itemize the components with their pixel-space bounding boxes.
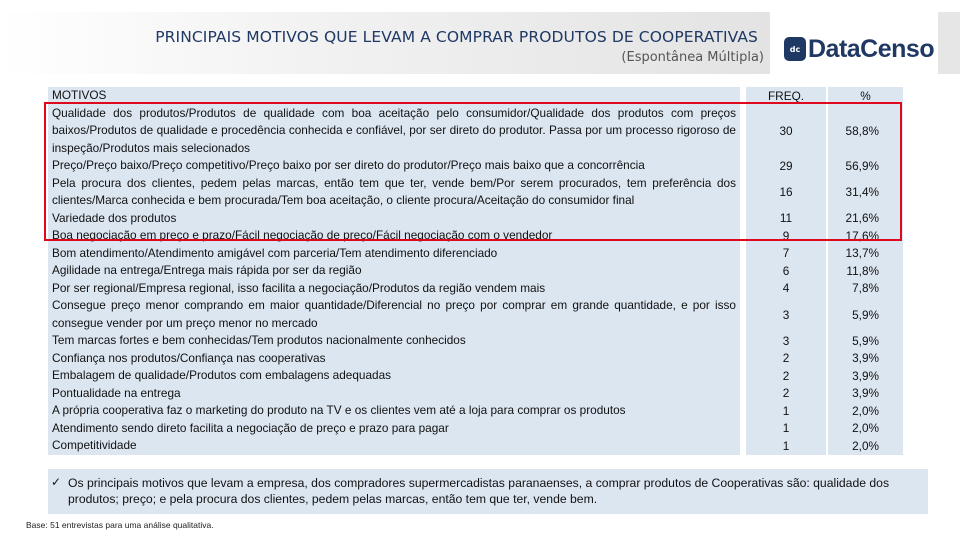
check-icon: ✓	[51, 475, 62, 489]
pct-cell: 56,9%	[845, 158, 879, 173]
table-row	[48, 420, 903, 438]
table-row	[48, 105, 903, 158]
motivo-cell: Pela procura dos clientes, pedem pelas marcas, então tem que ter, vende bem/Por serem procurados, tem preferência dos clientes/Marca conhecida e bem procurada/Tem boa aceitação, o cliente procura/Aceitação do consumidor final	[52, 175, 736, 207]
motivo-cell: Bom atendimento/Atendimento amigável com parceria/Tem atendimento diferenciado	[52, 245, 498, 260]
page-subtitle: (Espontânea Múltipla)	[621, 50, 764, 65]
freq-cell: 1	[782, 421, 790, 436]
logo-text: DataCenso	[808, 34, 935, 63]
pct-cell: 58,8%	[845, 123, 879, 138]
freq-cell: 30	[779, 123, 793, 138]
pct-cell: 11,8%	[846, 263, 879, 278]
motivo-cell: Pontualidade na entrega	[52, 385, 181, 400]
motivo-cell: A própria cooperativa faz o marketing do produto na TV e os clientes vem até a loja para comprar os produtos	[52, 403, 626, 417]
corner-decoration	[938, 12, 960, 74]
motivo-cell: Qualidade dos produtos/Produtos de qualidade com boa aceitação pelo consumidor/Qualidade dos produtos com preços baixos/Produtos de qualidade e procedência conhecida e confiável, por ser direto do produtor. Passa por um processo rigoroso de inspeção/Produtos mais selecionados	[52, 105, 736, 155]
freq-cell: 16	[779, 185, 793, 199]
motivo-cell: Variedade dos produtos	[52, 210, 177, 225]
table-row	[48, 227, 903, 245]
pct-cell: 3,9%	[852, 386, 879, 401]
datacenso-logo	[784, 34, 934, 64]
motivo-cell: Embalagem de qualidade/Produtos com embalagens adequadas	[52, 368, 392, 382]
freq-cell: 3	[782, 333, 790, 348]
table-row	[48, 297, 903, 332]
column-header-motivos: MOTIVOS	[52, 88, 107, 102]
table-row	[48, 332, 903, 350]
table-row	[48, 385, 903, 403]
motivo-cell: Competitividade	[52, 438, 137, 452]
table-row	[48, 210, 903, 228]
freq-cell: 6	[782, 263, 790, 278]
freq-cell: 3	[782, 307, 790, 322]
motivo-cell: Tem marcas fortes e bem conhecidas/Tem produtos nacionalmente conhecidos	[52, 333, 466, 347]
footnote: Base: 51 entrevistas para uma análise qualitativa.	[26, 520, 214, 530]
table-header-row	[48, 87, 903, 105]
freq-cell: 4	[782, 281, 790, 296]
column-header-freq: FREQ.	[767, 88, 805, 103]
motivo-cell: Atendimento sendo direto facilita a negociação de preço e prazo para pagar	[52, 420, 449, 435]
table-row	[48, 402, 903, 420]
freq-cell: 29	[779, 158, 793, 173]
freq-cell: 7	[782, 246, 790, 261]
pct-cell: 5,9%	[852, 307, 879, 322]
table-row	[48, 157, 903, 175]
title-bar	[0, 12, 770, 74]
pct-cell: 13,7%	[845, 246, 879, 261]
pct-cell: 5,9%	[852, 333, 879, 348]
freq-cell: 1	[782, 438, 790, 453]
table-row	[48, 350, 903, 368]
motivo-cell: Agilidade na entrega/Entrega mais rápida por ser da região	[52, 263, 362, 277]
table-row	[48, 280, 903, 298]
pct-cell: 2,0%	[852, 438, 879, 453]
motivo-cell: Consegue preço menor comprando em maior quantidade/Diferencial no preço por comprar em grande quantidade, e por isso consegue vender por um preço menor no mercado	[52, 298, 736, 330]
freq-cell: 1	[782, 403, 790, 418]
motivo-cell: Boa negociação em preço e prazo/Fácil negociação de preço/Fácil negociação com o vendedor	[52, 228, 553, 242]
motives-table	[48, 87, 903, 455]
conclusion-text: Os principais motivos que levam a empresa, dos compradores supermercadistas paranaenses, a comprar produtos de Cooperativas são: qualidade dos produtos; preço; e pela procura dos clientes, pedem pelas marcas, então tem que ter, vende bem.	[68, 476, 890, 506]
conclusion-box	[48, 469, 928, 514]
table-row	[48, 245, 903, 263]
motivo-cell: Preço/Preço baixo/Preço competitivo/Preço baixo por ser direto do produtor/Preço mais baixo que a concorrência	[52, 158, 645, 172]
table-row	[48, 367, 903, 385]
freq-cell: 11	[779, 211, 793, 226]
page-title: PRINCIPAIS MOTIVOS QUE LEVAM A COMPRAR PRODUTOS DE COOPERATIVAS	[155, 28, 758, 46]
pct-cell: 21,6%	[845, 211, 879, 226]
pct-cell: 3,9%	[852, 351, 879, 366]
pct-cell: 2,0%	[852, 403, 879, 418]
column-header-pct: %	[860, 88, 871, 103]
pct-cell: 3,9%	[852, 368, 879, 383]
freq-cell: 9	[782, 228, 790, 243]
freq-cell: 2	[782, 386, 790, 401]
motivo-cell: Confiança nos produtos/Confiança nas cooperativas	[52, 350, 326, 365]
table-row	[48, 437, 903, 455]
freq-cell: 2	[782, 368, 790, 383]
pct-cell: 31,4%	[845, 185, 879, 199]
pct-cell: 7,8%	[852, 281, 879, 296]
motivo-cell: Por ser regional/Empresa regional, isso facilita a negociação/Produtos da região vendem mais	[52, 280, 546, 295]
table-row	[48, 262, 903, 280]
logo-badge-icon: dc	[784, 37, 806, 61]
table-row	[48, 175, 903, 210]
freq-cell: 2	[782, 351, 790, 366]
pct-cell: 2,0%	[852, 421, 879, 436]
pct-cell: 17,6%	[845, 228, 879, 243]
